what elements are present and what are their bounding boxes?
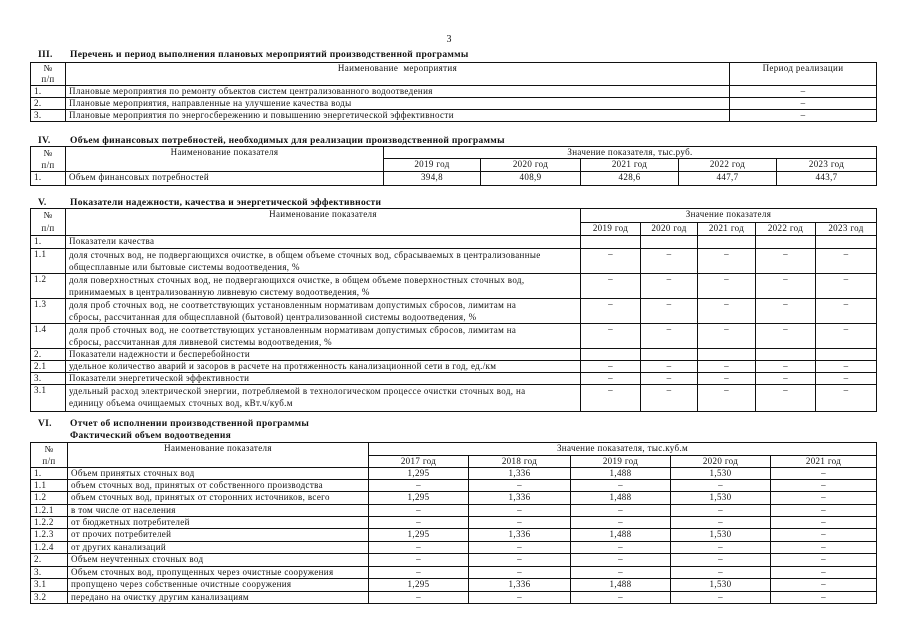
indicator-name: пропущено через собственные очистные сооружения: [68, 579, 369, 592]
value-cell: –: [369, 592, 469, 604]
value-cell: –: [469, 592, 571, 604]
header-value-group: Значение показателя, тыс.руб.: [384, 147, 877, 159]
table-header-row: [31, 147, 877, 159]
table-header-row: [31, 209, 877, 223]
value-cell: [581, 349, 641, 361]
header-year: 2021 год: [771, 455, 877, 468]
value-cell: 1,530: [671, 529, 771, 542]
indicator-name: от других канализаций: [68, 542, 369, 554]
value-cell: –: [641, 373, 698, 385]
value-cell: –: [641, 361, 698, 373]
value-cell: –: [771, 592, 877, 604]
header-year: 2022 год: [756, 222, 816, 236]
section-number: V.: [38, 198, 47, 208]
value-cell: –: [571, 554, 671, 567]
table-row: [31, 579, 877, 592]
value-cell: –: [469, 480, 571, 492]
table-row: [31, 385, 877, 412]
header-year: 2022 год: [679, 159, 777, 172]
row-number: 1.1: [31, 480, 68, 492]
header-number-sign: №: [44, 444, 54, 454]
value-cell: –: [771, 492, 877, 505]
indicator-name-line: общесплавные или бытовые системы водоотведения, %: [69, 262, 300, 272]
table-row: [31, 468, 877, 480]
indicator-name: в том числе от населения: [68, 505, 369, 517]
value-cell: 443,7: [777, 172, 877, 186]
table-row: [31, 324, 877, 349]
header-number-abbr: п/п: [42, 456, 56, 466]
header-number-abbr: п/п: [41, 74, 55, 84]
value-cell: 1,295: [369, 529, 469, 542]
value-cell: 1,336: [469, 529, 571, 542]
indicator-name-line: Показатели энергетической эффективности: [69, 373, 250, 383]
section-vi-subtitle: Фактический объем водоотведения: [70, 431, 232, 441]
value-cell: –: [369, 567, 469, 579]
indicator-name-line: Показатели надежности и бесперебойности: [69, 349, 251, 359]
value-cell: –: [756, 249, 816, 274]
table-row: [31, 98, 877, 110]
value-cell: –: [698, 299, 756, 324]
indicator-name: Объем сточных вод, пропущенных через очистные сооружения: [68, 567, 369, 579]
value-cell: –: [469, 542, 571, 554]
value-cell: [756, 236, 816, 249]
value-cell: –: [816, 385, 877, 412]
row-number: 1.2: [31, 492, 68, 505]
table-row: [31, 349, 877, 361]
section-number: VI.: [38, 419, 52, 429]
value-cell: –: [641, 249, 698, 274]
header-number-cell: [31, 209, 66, 236]
indicator-name: от бюджетных потребителей: [68, 517, 369, 529]
value-cell: –: [771, 529, 877, 542]
value-cell: –: [581, 361, 641, 373]
header-value-group: Значение показателя, тыс.куб.м: [369, 443, 877, 456]
value-cell: –: [816, 299, 877, 324]
header-year: 2023 год: [777, 159, 877, 172]
section-iii-heading: [38, 50, 469, 61]
value-cell: –: [771, 480, 877, 492]
value-cell: 1,530: [671, 579, 771, 592]
value-cell: –: [581, 324, 641, 349]
value-cell: –: [816, 361, 877, 373]
value-cell: –: [571, 567, 671, 579]
header-year: 2021 год: [698, 222, 756, 236]
indicator-name: Объем неучтенных сточных вод: [68, 554, 369, 567]
row-number: 1.2.1: [31, 505, 68, 517]
value-cell: –: [671, 567, 771, 579]
value-cell: –: [641, 299, 698, 324]
value-cell: [641, 349, 698, 361]
header-year: 2019 год: [571, 455, 671, 468]
indicator-name-line: удельный расход электрической энергии, потребляемой в технологическом процессе очистки сточных вод, на: [69, 386, 526, 396]
measure-name: Плановые мероприятия по энергосбережению и повышению энергетической эффективности: [66, 110, 730, 122]
header-number-sign: №: [43, 63, 53, 73]
indicator-name: передано на очистку другим канализациям: [68, 592, 369, 604]
value-cell: 1,295: [369, 492, 469, 505]
value-cell: 394,8: [384, 172, 481, 186]
row-number: 3.1: [31, 579, 68, 592]
row-number: 3.: [31, 567, 68, 579]
value-cell: –: [641, 324, 698, 349]
header-year: 2017 год: [369, 455, 469, 468]
header-year: 2023 год: [816, 222, 877, 236]
indicator-name-line: удельное количество аварий и засоров в расчете на протяженность канализационной сети в год, ед./км: [69, 361, 497, 371]
table-row: [31, 592, 877, 604]
header-period: Период реализации: [730, 63, 877, 86]
table-row: [31, 554, 877, 567]
value-cell: –: [641, 385, 698, 412]
row-number: 1.3: [31, 299, 66, 324]
value-cell: 1,488: [571, 468, 671, 480]
value-cell: –: [771, 554, 877, 567]
value-cell: –: [469, 567, 571, 579]
table-row: [31, 86, 877, 98]
indicator-name: [66, 373, 581, 385]
header-measure-name: Наименование мероприятия: [66, 63, 730, 86]
measure-period: –: [730, 86, 877, 98]
indicator-name: [66, 299, 581, 324]
row-number: 1.2.2: [31, 517, 68, 529]
row-number: 3.: [31, 110, 66, 122]
value-cell: [816, 236, 877, 249]
value-cell: –: [469, 554, 571, 567]
indicator-name: [66, 385, 581, 412]
value-cell: –: [771, 542, 877, 554]
value-cell: –: [369, 480, 469, 492]
value-cell: –: [698, 274, 756, 299]
row-number: 2.: [31, 349, 66, 361]
indicator-name: [66, 274, 581, 299]
value-cell: 1,295: [369, 579, 469, 592]
indicator-name: объем сточных вод, принятых от сторонних источников, всего: [68, 492, 369, 505]
value-cell: –: [698, 373, 756, 385]
value-cell: –: [369, 517, 469, 529]
value-cell: –: [698, 249, 756, 274]
value-cell: –: [756, 373, 816, 385]
header-year: 2020 год: [641, 222, 698, 236]
header-indicator-name: Наименование показателя: [66, 147, 384, 172]
header-year: 2019 год: [384, 159, 481, 172]
row-number: 3.1: [31, 385, 66, 412]
value-cell: –: [571, 542, 671, 554]
section-title: Объем финансовых потребностей, необходимых для реализации производственной программы: [70, 136, 505, 146]
row-number: 1.: [31, 86, 66, 98]
value-cell: [698, 349, 756, 361]
indicator-name: Объем принятых сточных вод: [68, 468, 369, 480]
reliability-indicators-table: [30, 208, 877, 412]
table-row: [31, 249, 877, 274]
table-row: [31, 236, 877, 249]
header-number-cell: [31, 63, 66, 86]
indicator-name: [66, 236, 581, 249]
value-cell: –: [671, 592, 771, 604]
value-cell: –: [581, 249, 641, 274]
value-cell: –: [698, 385, 756, 412]
measure-period: –: [730, 98, 877, 110]
value-cell: 1,530: [671, 468, 771, 480]
value-cell: 1,488: [571, 529, 671, 542]
wastewater-volume-table: [30, 442, 877, 604]
indicator-name-line: доля проб сточных вод, не соответствующих установленным нормативам допустимых сбросов, лимитам на: [69, 325, 517, 335]
table-row: [31, 505, 877, 517]
value-cell: –: [816, 373, 877, 385]
value-cell: –: [771, 567, 877, 579]
value-cell: –: [771, 579, 877, 592]
value-cell: –: [641, 274, 698, 299]
section-vi-heading: [38, 419, 309, 430]
indicator-name: [66, 361, 581, 373]
value-cell: [641, 236, 698, 249]
header-year: 2019 год: [581, 222, 641, 236]
header-number-abbr: п/п: [41, 160, 55, 170]
value-cell: –: [369, 505, 469, 517]
value-cell: –: [571, 592, 671, 604]
row-number: 2.: [31, 554, 68, 567]
table-row: [31, 529, 877, 542]
table-row: [31, 567, 877, 579]
value-cell: –: [771, 517, 877, 529]
page-number: 3: [446, 34, 452, 45]
value-cell: [581, 236, 641, 249]
table-row: [31, 492, 877, 505]
row-number: 1.: [31, 468, 68, 480]
header-number-abbr: п/п: [41, 223, 55, 233]
header-value-group: Значение показателя: [581, 209, 877, 223]
table-row: [31, 110, 877, 122]
table-row: [31, 480, 877, 492]
header-year: 2020 год: [481, 159, 581, 172]
row-number: 1.2.4: [31, 542, 68, 554]
value-cell: –: [698, 361, 756, 373]
table-row: [31, 274, 877, 299]
header-year: 2020 год: [671, 455, 771, 468]
value-cell: –: [771, 505, 877, 517]
value-cell: –: [671, 517, 771, 529]
row-number: 1.1: [31, 249, 66, 274]
table-row: [31, 542, 877, 554]
row-number: 2.: [31, 98, 66, 110]
value-cell: 428,6: [581, 172, 679, 186]
value-cell: –: [581, 385, 641, 412]
indicator-name-line: доля сточных вод, не подвергающихся очистке, в общем объеме сточных вод, сбрасываемых в централизованные: [69, 250, 541, 260]
indicator-name-line: сбросы, рассчитанная для общесплавной (бытовой) централизованной системы водоотведения, %: [69, 312, 477, 322]
value-cell: –: [756, 324, 816, 349]
financial-needs-table: [30, 146, 877, 186]
table-row: [31, 361, 877, 373]
value-cell: –: [671, 480, 771, 492]
planned-measures-table: [30, 62, 877, 122]
value-cell: 1,530: [671, 492, 771, 505]
header-number-sign: №: [43, 210, 53, 220]
indicator-name: от прочих потребителей: [68, 529, 369, 542]
value-cell: 1,336: [469, 579, 571, 592]
table-row: [31, 172, 877, 186]
header-indicator-name: Наименование показателя: [66, 209, 581, 236]
row-number: 3.2: [31, 592, 68, 604]
value-cell: –: [671, 554, 771, 567]
row-number: 1.2: [31, 274, 66, 299]
row-number: 2.1: [31, 361, 66, 373]
indicator-name: объем сточных вод, принятых от собственного производства: [68, 480, 369, 492]
value-cell: 1,488: [571, 492, 671, 505]
value-cell: 447,7: [679, 172, 777, 186]
section-title: Показатели надежности, качества и энергетической эффективности: [70, 198, 382, 208]
indicator-name-line: принимаемых в централизованную ливневую систему водоотведения, %: [69, 287, 370, 297]
row-number: 1.: [31, 172, 66, 186]
indicator-name-line: единицу объема очищаемых сточных вод, кВт.ч/куб.м: [69, 398, 293, 408]
indicator-name-line: Показатели качества: [69, 236, 155, 246]
indicator-name-line: сбросы, рассчитанная для ливневой системы водоотведения, %: [69, 337, 332, 347]
measure-period: –: [730, 110, 877, 122]
value-cell: [756, 349, 816, 361]
row-number: 1.2.3: [31, 529, 68, 542]
indicator-name-line: доля поверхностных сточных вод, не подвергающихся очистке, в общем объеме поверхностных сточных вод,: [69, 275, 525, 285]
indicator-name: [66, 349, 581, 361]
value-cell: –: [469, 517, 571, 529]
value-cell: –: [756, 385, 816, 412]
indicator-name: Объем финансовых потребностей: [66, 172, 384, 186]
value-cell: –: [816, 274, 877, 299]
measure-name: Плановые мероприятия по ремонту объектов систем централизованного водоотведения: [66, 86, 730, 98]
header-number-cell: [31, 147, 66, 172]
value-cell: –: [756, 274, 816, 299]
value-cell: –: [671, 542, 771, 554]
value-cell: –: [581, 373, 641, 385]
value-cell: –: [771, 468, 877, 480]
value-cell: 1,336: [469, 468, 571, 480]
value-cell: –: [698, 324, 756, 349]
table-header-row: [31, 63, 877, 86]
section-title: Отчет об исполнении производственной программы: [70, 419, 310, 429]
header-indicator-name: Наименование показателя: [68, 443, 369, 468]
value-cell: 1,295: [369, 468, 469, 480]
value-cell: 1,488: [571, 579, 671, 592]
value-cell: –: [581, 274, 641, 299]
value-cell: 1,336: [469, 492, 571, 505]
section-title: Перечень и период выполнения плановых мероприятий производственной программы: [70, 50, 469, 60]
row-number: 1.: [31, 236, 66, 249]
value-cell: –: [581, 299, 641, 324]
header-year: 2021 год: [581, 159, 679, 172]
value-cell: –: [571, 480, 671, 492]
measure-name: Плановые мероприятия, направленные на улучшение качества воды: [66, 98, 730, 110]
table-row: [31, 299, 877, 324]
section-number: IV.: [38, 136, 51, 146]
value-cell: 408,9: [481, 172, 581, 186]
indicator-name: [66, 324, 581, 349]
value-cell: –: [756, 299, 816, 324]
header-year: 2018 год: [469, 455, 571, 468]
value-cell: –: [571, 517, 671, 529]
value-cell: –: [369, 554, 469, 567]
table-row: [31, 517, 877, 529]
table-header-row: [31, 443, 877, 456]
value-cell: [816, 349, 877, 361]
table-row: [31, 373, 877, 385]
row-number: 3.: [31, 373, 66, 385]
value-cell: [698, 236, 756, 249]
value-cell: –: [756, 361, 816, 373]
row-number: 1.4: [31, 324, 66, 349]
value-cell: –: [571, 505, 671, 517]
value-cell: –: [816, 324, 877, 349]
indicator-name-line: доля проб сточных вод, не соответствующих установленным нормативам допустимых сбросов, лимитам на: [69, 300, 517, 310]
value-cell: –: [369, 542, 469, 554]
indicator-name: [66, 249, 581, 274]
value-cell: –: [671, 505, 771, 517]
value-cell: –: [469, 505, 571, 517]
header-number-cell: [31, 443, 68, 468]
header-number-sign: №: [43, 148, 53, 158]
value-cell: –: [816, 249, 877, 274]
section-number: III.: [38, 50, 53, 60]
